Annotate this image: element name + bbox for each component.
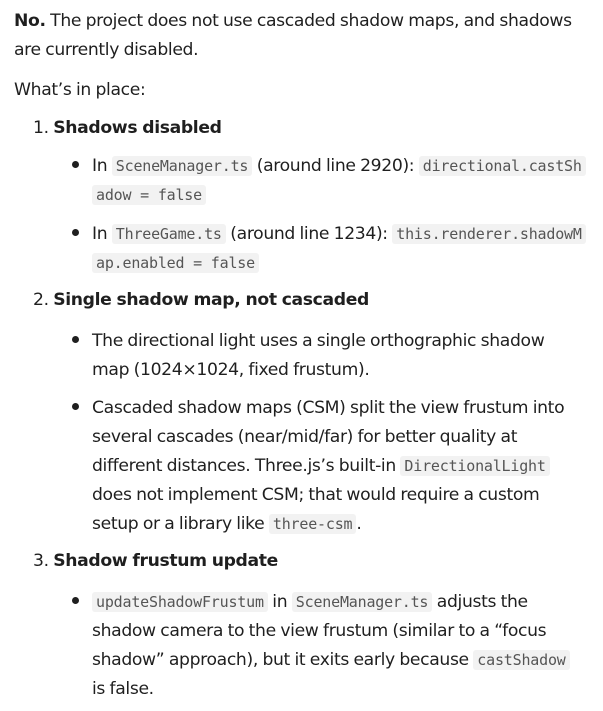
- section-heading: [33, 547, 278, 576]
- inline-code: this.renderer.shadowMap.enabled = false: [92, 224, 586, 273]
- intro-text: The project does not use cascaded shadow maps, and shadows are currently disabled.: [14, 11, 572, 60]
- intro-lead: No.: [14, 11, 46, 31]
- inline-code: updateShadowFrustum: [92, 592, 268, 612]
- bullet-dot: [72, 403, 79, 410]
- section-heading: [33, 114, 222, 143]
- bullet-dot: [72, 336, 79, 343]
- list-item: Cascaded shadow maps (CSM) split the view frustum into several cascades (near/mid/far) for better quality at different distances. Three.js’s built-in DirectionalLight does not implement CSM; that would require a custom setup or a library like three-csm .: [92, 398, 565, 534]
- section-title: Shadows disabled: [53, 118, 222, 138]
- list-item: In SceneManager.ts (around line 2920): directional.castShadow = false: [92, 152, 586, 210]
- inline-code: SceneManager.ts: [292, 592, 432, 612]
- inline-code: DirectionalLight: [400, 456, 549, 476]
- inline-code: castShadow: [473, 650, 569, 670]
- list-item: The directional light uses a single orthographic shadow map (1024×1024, fixed frustum).: [92, 331, 545, 380]
- inline-code: ThreeGame.ts: [112, 224, 226, 244]
- section-heading: [33, 286, 369, 315]
- list-item: updateShadowFrustum in SceneManager.ts adjusts the shadow camera to the view frustum (similar to a “focus shadow” approach), but it exits early because castShadow is false.: [92, 588, 586, 704]
- bullet-dot: [72, 229, 79, 236]
- section-number: 2.: [33, 290, 49, 310]
- in-place-label: What’s in place:: [14, 80, 146, 100]
- section-title: Shadow frustum update: [53, 551, 278, 571]
- section-number: 1.: [33, 118, 49, 138]
- inline-code: SceneManager.ts: [112, 156, 252, 176]
- inline-code: three-csm: [269, 514, 356, 534]
- bullet-dot: [72, 161, 79, 168]
- section-number: 3.: [33, 551, 49, 571]
- bullet-dot: [72, 597, 79, 604]
- intro-paragraph: [14, 7, 594, 65]
- list-item: In ThreeGame.ts (around line 1234): this.renderer.shadowMap.enabled = false: [92, 220, 586, 278]
- section-title: Single shadow map, not cascaded: [53, 290, 369, 310]
- inline-code: directional.castShadow = false: [92, 156, 586, 205]
